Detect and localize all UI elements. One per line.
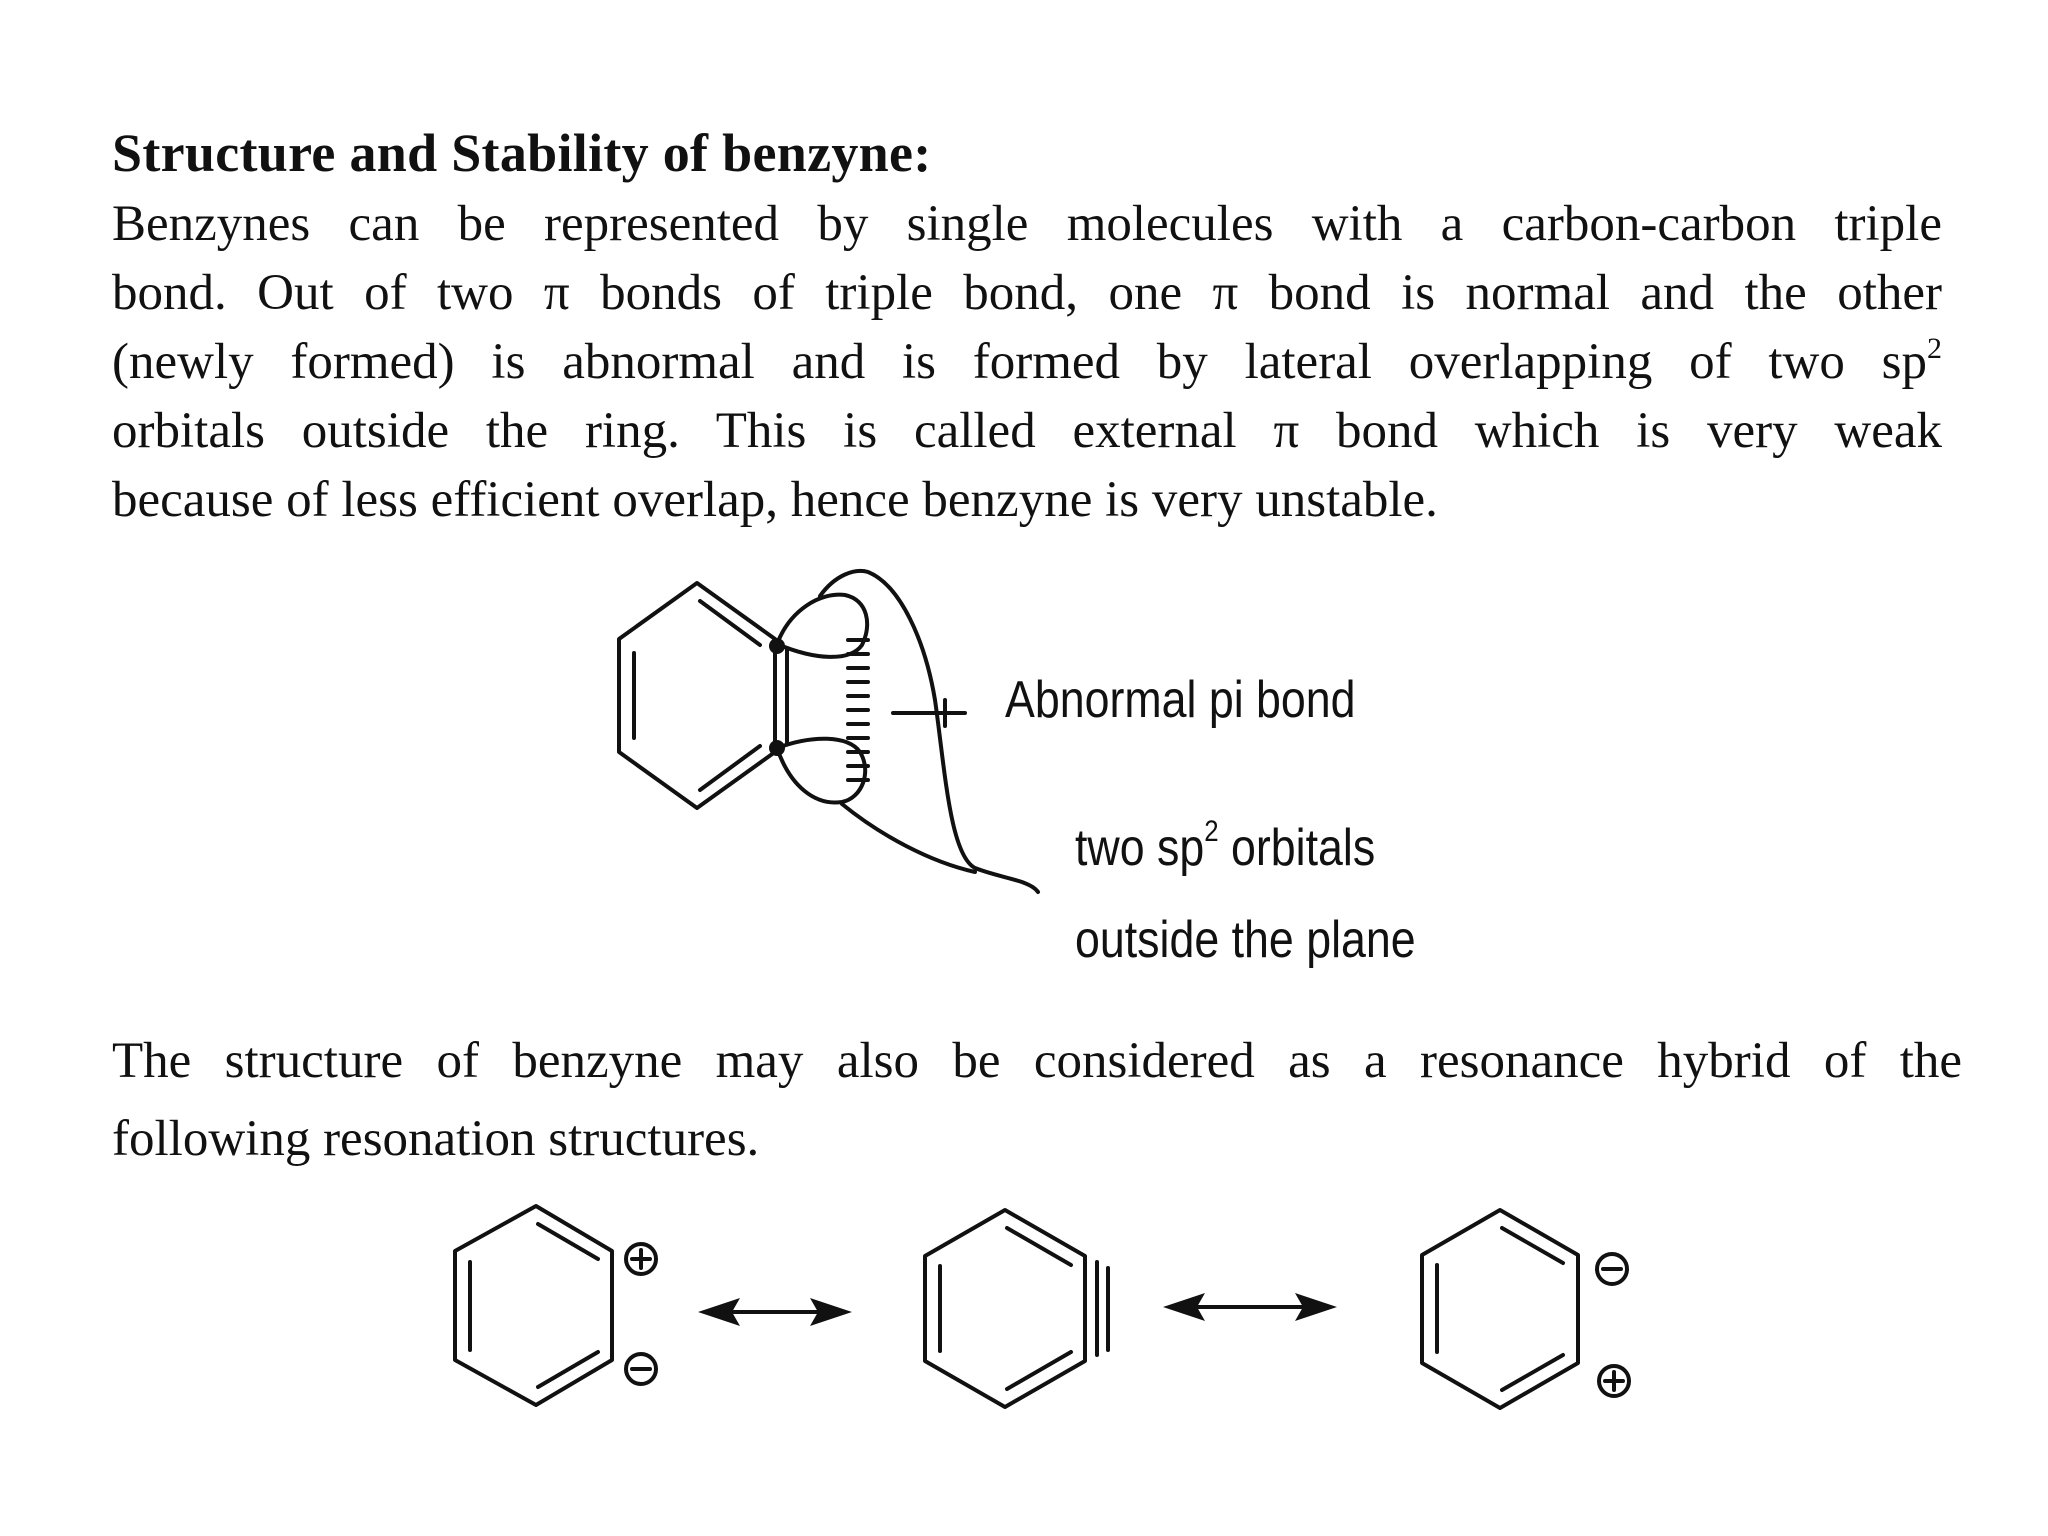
- superscript: 2: [1204, 815, 1219, 848]
- label-text: orbitals: [1218, 819, 1376, 877]
- label-abnormal-pi-bond: Abnormal pi bond: [1005, 671, 1356, 729]
- resonance-structure-3: [1422, 1210, 1578, 1408]
- line-text: (newly formed) is abnormal and is formed by lateral overlapping of two sp: [112, 334, 1927, 390]
- superscript: 2: [1927, 332, 1942, 365]
- paragraph-line: following resonation structures.: [112, 1111, 760, 1167]
- label-outside-plane: outside the plane: [1075, 911, 1416, 969]
- paragraph-line: orbitals outside the ring. This is called external π bond which is very weak: [112, 403, 1942, 459]
- paragraph-line: bond. Out of two π bonds of triple bond, one π bond is normal and the other: [112, 265, 1942, 321]
- section-heading: Structure and Stability of benzyne:: [112, 123, 932, 183]
- paragraph-line: The structure of benzyne may also be considered as a resonance hybrid of the: [112, 1033, 1962, 1089]
- resonance-structure-2: [925, 1210, 1108, 1407]
- label-text: two sp: [1075, 819, 1205, 877]
- resonance-structure-1: [455, 1206, 612, 1405]
- paragraph-line: because of less efficient overlap, hence benzyne is very unstable.: [112, 472, 1438, 528]
- paragraph-line: Benzynes can be represented by single molecules with a carbon-carbon triple: [112, 196, 1942, 252]
